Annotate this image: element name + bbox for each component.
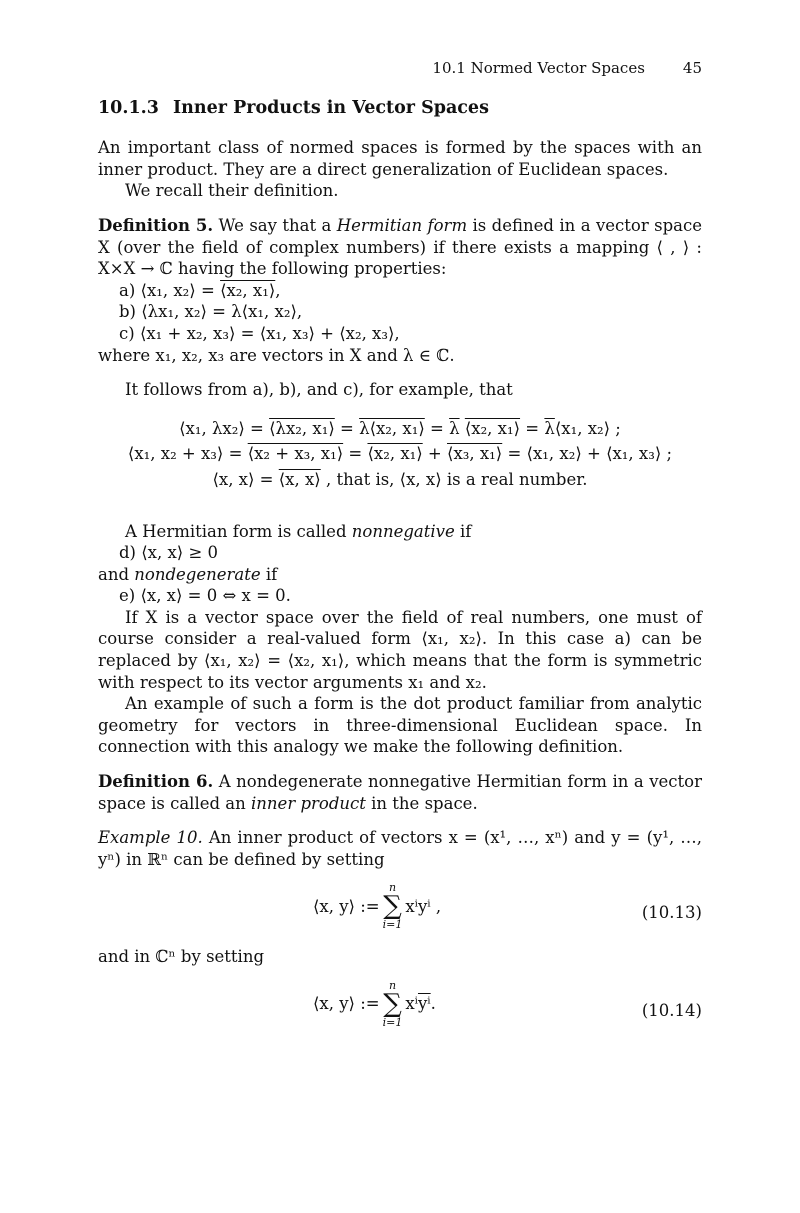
summation-symbol xyxy=(383,882,403,930)
property-c-formula: ⟨x₁ + x₂, x₃⟩ = ⟨x₁, x₃⟩ + ⟨x₂, x₃⟩, xyxy=(139,323,400,343)
property-a-tail: , xyxy=(275,280,281,300)
d2-part: ⟨x₁, x₂ + x₃⟩ = xyxy=(127,444,248,464)
d3-part: , that is, ⟨x, x⟩ is a real number. xyxy=(320,469,588,489)
d3-conj: ⟨x, x⟩ xyxy=(278,469,321,489)
nondegenerate-def xyxy=(98,564,702,586)
d2-conj: ⟨x₂, x₁⟩ xyxy=(367,444,423,464)
nonneg-term: nonnegative xyxy=(351,521,455,541)
example10-label: Example 10. xyxy=(98,828,203,848)
equation-number: (10.14) xyxy=(641,1001,702,1020)
d1-conj: $\overline{\lambda}$ xyxy=(544,418,555,438)
d2-part: + xyxy=(422,444,448,464)
dot-product-paragraph: An example of such a form is the dot product familiar from analytic geometry for vectors in three-dimensional Euclidean space. In connection with this analogy we make the following definition. xyxy=(98,694,702,757)
eq1014-lhs: ⟨x, y⟩ := xyxy=(313,994,380,1014)
display-line-1 xyxy=(98,418,702,440)
d1-part: = xyxy=(520,418,545,438)
running-title: 10.1 Normed Vector Spaces xyxy=(432,59,645,77)
d2-part: = xyxy=(343,444,368,464)
book-page xyxy=(98,58,702,1044)
def6-text-b: in the space. xyxy=(371,793,478,813)
property-a xyxy=(98,280,702,302)
section-number: 10.1.3 xyxy=(98,97,159,118)
property-e: e) ⟨x, x⟩ = 0 ⇔ x = 0. xyxy=(119,586,291,606)
d1-part: ⟨x₁, λx₂⟩ = xyxy=(179,418,270,438)
d1-conj: ⟨x₂, x₁⟩ xyxy=(464,418,521,438)
equation-10-13 xyxy=(98,876,702,940)
eq1014-body-b: . xyxy=(430,994,436,1014)
sigma-glyph: ∑ xyxy=(383,891,402,922)
d1-part: = xyxy=(424,418,450,438)
eq1014-conj: $\overline{y^i}$ xyxy=(417,994,431,1014)
display-line-3 xyxy=(98,469,702,491)
intro-paragraph: An important class of normed spaces is formed by the spaces with an inner product. They are a direct generalization of Euclidean spaces. xyxy=(98,138,702,179)
equation-number: (10.13) xyxy=(641,903,702,923)
property-d: d) ⟨x, x⟩ ≥ 0 xyxy=(119,543,219,563)
nondeg-suffix: if xyxy=(265,564,278,584)
complex-case-text: and in ℂⁿ by setting xyxy=(98,947,265,967)
eq1013-lhs: ⟨x, y⟩ := xyxy=(313,896,380,916)
property-c xyxy=(98,323,702,345)
nonneg-suffix: if xyxy=(460,521,472,541)
def5-label: Definition 5. xyxy=(98,215,214,235)
def6-term: inner product xyxy=(251,793,366,813)
nondeg-and: and xyxy=(98,564,130,584)
property-a-conj: ⟨x₂, x₁⟩ xyxy=(220,280,276,300)
summation-symbol xyxy=(383,980,403,1028)
sum-upper: n xyxy=(388,881,397,895)
d1-conj: ⟨λx₂, x₁⟩ xyxy=(269,418,335,438)
display-line-2 xyxy=(98,443,702,465)
d2-conj: ⟨x₃, x₁⟩ xyxy=(447,444,503,464)
property-b xyxy=(98,301,702,323)
d3-part: ⟨x, x⟩ = xyxy=(212,469,279,489)
sum-lower: i=1 xyxy=(382,1016,403,1029)
real-case-paragraph: If X is a vector space over the field of real numbers, one must of course consider a real-valued form ⟨x₁, x₂⟩. In this case a) can be replaced by ⟨x₁, x₂⟩ = ⟨x₂, x₁⟩, which means that the form is symmetric with respect to its vector arguments x₁ and x₂. xyxy=(98,607,702,692)
equation-10-14 xyxy=(98,974,702,1038)
eq1014-body-a: xⁱ xyxy=(405,994,418,1014)
property-b-formula: ⟨λx₁, x₂⟩ = λ⟨x₁, x₂⟩, xyxy=(141,302,303,322)
running-header xyxy=(98,58,702,80)
d1-conj: λ⟨x₂, x₁⟩ xyxy=(359,418,425,438)
def5-where: where x₁, x₂, x₃ are vectors in X and λ ∈ ℂ. xyxy=(98,345,455,365)
d2-conj: ⟨x₂ + x₃, x₁⟩ xyxy=(247,444,344,464)
def5-text-b: is defined in a vector space X (over the field of complex numbers) if there exists a mapping ⟨ , ⟩ : X×X → ℂ having the following properties: xyxy=(98,215,703,279)
def6-text-a: A nondegenerate nonnegative Hermitian form in a vector space is called an xyxy=(98,772,702,813)
d1-conj: $\overline{\lambda}$ xyxy=(449,418,460,438)
d1-part: = xyxy=(334,418,360,438)
sum-upper: n xyxy=(388,979,397,992)
nonneg-text: A Hermitian form is called xyxy=(125,521,347,541)
d2-part: = ⟨x₁, x₂⟩ + ⟨x₁, x₃⟩ ; xyxy=(502,444,673,464)
example10-text: An inner product of vectors x = (x¹, …, xⁿ) and y = (y¹, …, yⁿ) in ℝⁿ can be defined by setting xyxy=(98,828,702,869)
d1-part: ⟨x₁, x₂⟩ ; xyxy=(554,418,621,438)
def5-term: Hermitian form xyxy=(336,215,468,235)
property-c-label: c) xyxy=(119,323,135,343)
definition-6 xyxy=(98,771,702,814)
property-a-label: a) xyxy=(119,280,136,300)
def6-label: Definition 6. xyxy=(98,772,214,792)
example-10 xyxy=(98,827,702,870)
eq1014-formula xyxy=(313,980,436,1028)
def5-text-a: We say that a xyxy=(218,215,332,235)
section-title: Inner Products in Vector Spaces xyxy=(173,97,489,118)
nonnegative-def xyxy=(98,521,702,543)
page-number: 45 xyxy=(682,59,702,77)
sum-lower: i=1 xyxy=(382,918,403,932)
sigma-glyph: ∑ xyxy=(383,989,402,1019)
property-b-label: b) xyxy=(119,302,136,322)
nondeg-term: nondegenerate xyxy=(134,564,261,584)
eq1013-formula xyxy=(313,882,441,930)
section-heading xyxy=(98,98,702,120)
intro-recall: We recall their definition. xyxy=(125,181,339,201)
property-a-lhs: ⟨x₁, x₂⟩ = xyxy=(140,280,221,300)
eq1013-body: xⁱyⁱ , xyxy=(405,896,442,916)
definition-5 xyxy=(98,215,702,280)
follows-text: It follows from a), b), and c), for example, that xyxy=(125,380,513,400)
